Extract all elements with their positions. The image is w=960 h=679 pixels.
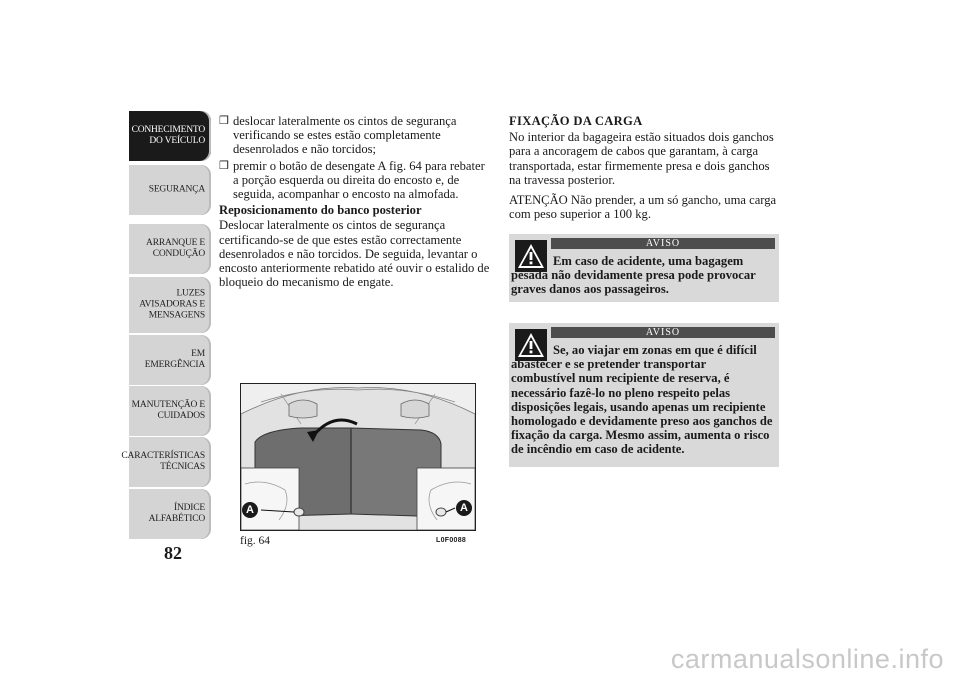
figure-caption: fig. 64 — [240, 535, 271, 547]
checkbox-bullet-icon: ❒ — [219, 115, 229, 127]
tab-label: ÍNDICE ALFABÉTICO — [148, 503, 205, 524]
page-number: 82 — [164, 543, 182, 563]
tab-conhecimento-do-veiculo[interactable] — [129, 111, 211, 161]
tab-indice-alfabetico[interactable] — [129, 489, 211, 539]
callout-a-left: A — [242, 502, 258, 518]
seat-illustration — [240, 383, 476, 531]
body-paragraph: Deslocar lateralmente os cintos de segurança certificando-se de que estes estão correctamente desenrolados e não torcidos. De seguida, levantar o encosto anteriormente rebatido até ouvir o estalido de bloqueio do mecanismo de engate. — [219, 218, 490, 290]
tab-label: ARRANQUE E CONDUÇÃO — [146, 238, 205, 259]
tab-label: LUZES AVISADORAS E MENSAGENS — [139, 288, 205, 321]
watermark: carmanualsonline.info — [670, 644, 944, 674]
attention-paragraph: ATENÇÃO Não prender, a um só gancho, uma carga com peso superior a 100 kg. — [509, 193, 777, 222]
section-heading: FIXAÇÃO DA CARGA — [509, 114, 643, 128]
bullet-text: deslocar lateralmente os cintos de segurança verificando se estes estão completamente desenrolados e não torcidos; — [233, 114, 457, 157]
rear-seat-drawing — [241, 384, 475, 530]
tab-label: SEGURANÇA — [148, 184, 205, 195]
warning-text: Se, ao viajar em zonas em que é difícil abastecer e se pretender transportar combustível num recipiente de reserva, é necessário fazê-lo no pleno respeito pelas disposições legais, usando apenas um recipiente homologado e devidamente preso aos ganchos de fixação da carga. Mesmo assim, aumenta o risco de incêndio em caso de acidente. — [511, 343, 773, 457]
left-column — [219, 114, 491, 295]
tab-arranque-e-conducao[interactable] — [129, 224, 211, 274]
callout-a-right: A — [456, 500, 472, 516]
body-paragraph: No interior da bagageira estão situados dois ganchos para a ancoragem de cabos que garantam, à carga transportada, estar firmemente presa e dois ganchos na travessa posterior. — [509, 130, 774, 187]
list-item — [219, 159, 491, 202]
section-subheading: Reposicionamento do banco posterior — [219, 203, 422, 218]
list-item — [219, 114, 491, 157]
tab-manutencao-e-cuidados[interactable] — [129, 386, 211, 436]
tab-label: EM EMERGÊNCIA — [144, 349, 205, 370]
tab-label: MANUTENÇÃO E CUIDADOS — [131, 400, 205, 421]
warning-box — [509, 323, 779, 467]
warning-box — [509, 234, 779, 302]
tab-em-emergencia[interactable] — [129, 335, 211, 385]
tab-luzes-avisadoras[interactable] — [129, 277, 211, 333]
right-column — [509, 114, 779, 227]
checkbox-bullet-icon: ❒ — [219, 159, 229, 172]
warning-text: Em caso de acidente, uma bagagem pesada não devidamente presa pode provocar graves danos aos passageiros. — [511, 254, 756, 297]
warning-title: AVISO — [551, 238, 775, 249]
tab-label: CONHECIMENTO DO VEÍCULO — [131, 125, 205, 146]
bullet-text: premir o botão de desengate A fig. 64 para rebater a porção esquerda ou direita do encosto e, de seguida, acompanhar o encosto na almofada. — [233, 158, 485, 202]
figure-code: L0F0088 — [436, 537, 467, 544]
warning-title: AVISO — [551, 327, 775, 338]
tab-label: CARACTERÍSTICAS TÉCNICAS — [121, 451, 205, 472]
tab-seguranca[interactable] — [129, 165, 211, 215]
tab-caracteristicas-tecnicas[interactable] — [121, 437, 211, 487]
